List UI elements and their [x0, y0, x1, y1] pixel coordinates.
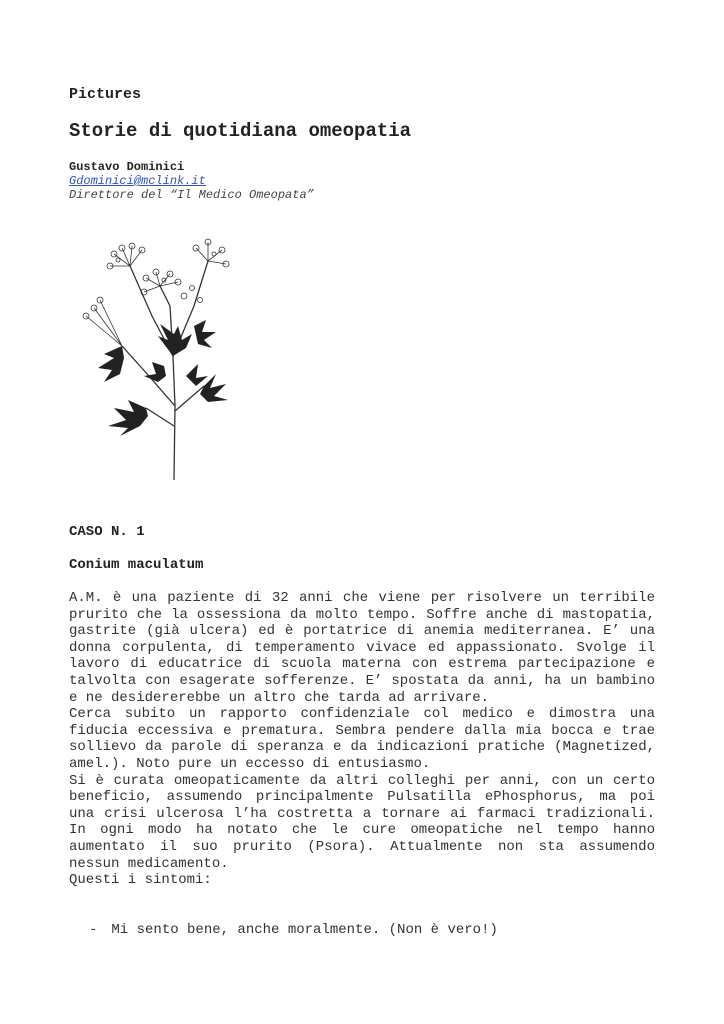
- case-paragraph: Si è curata omeopaticamente da altri colleghi per anni, con un certo beneficio, assumendo principalmente Pulsatilla ePhosphorus, ma poi una crisi ulcerosa l’ha costretta a tornare ai farmaci tradizionali. In ogni modo ha notato che le cure omeopatiche nel tempo hanno aumentato il suo prurito (Psora). Attualmente non sta assumendo nessun medicamento.: [69, 772, 655, 872]
- author-email-link[interactable]: Gdominici@mclink.it: [69, 174, 206, 188]
- case-body: [69, 590, 655, 889]
- list-bullet: -: [89, 922, 98, 938]
- symptom-list-item: [89, 922, 498, 938]
- author-role: Direttore del “Il Medico Omeopata”: [69, 188, 314, 202]
- case-paragraph: A.M. è una paziente di 32 anni che viene per risolvere un terribile prurito che la ossessiona da molto tempo. Soffre anche di mastopatia, gastrite (già ulcera) ed è portatrice di anemia mediterranea. E’ una donna corpulenta, di temperamento vivace ed appassionato. Svolge il lavoro di educatrice di scuola materna con estrema partecipazione e talvolta con esagerate sofferenze. E’ spostata da anni, ha un bambino e ne desidererebbe un altro che tarda ad arrivare.: [69, 590, 655, 706]
- remedy-heading: Conium maculatum: [69, 557, 204, 573]
- case-title: CASO N. 1: [69, 524, 145, 540]
- symptom-text: Mi sento bene, anche moralmente. (Non è vero!): [111, 922, 498, 938]
- section-label: Pictures: [69, 86, 142, 103]
- article-title: Storie di quotidiana omeopatia: [69, 120, 412, 142]
- case-paragraph: Questi i sintomi:: [69, 872, 212, 889]
- hemlock-plant-illustration: [74, 236, 234, 480]
- author-name: Gustavo Dominici: [69, 160, 185, 174]
- case-paragraph: Cerca subito un rapporto confidenziale col medico e dimostra una fiducia eccessiva e prematura. Sembra pendere dalla mia bocca e trae sollievo da parole di speranza e da indicazioni pratiche (Magnetized, amel.). Noto pure un eccesso di entusiasmo.: [69, 706, 655, 772]
